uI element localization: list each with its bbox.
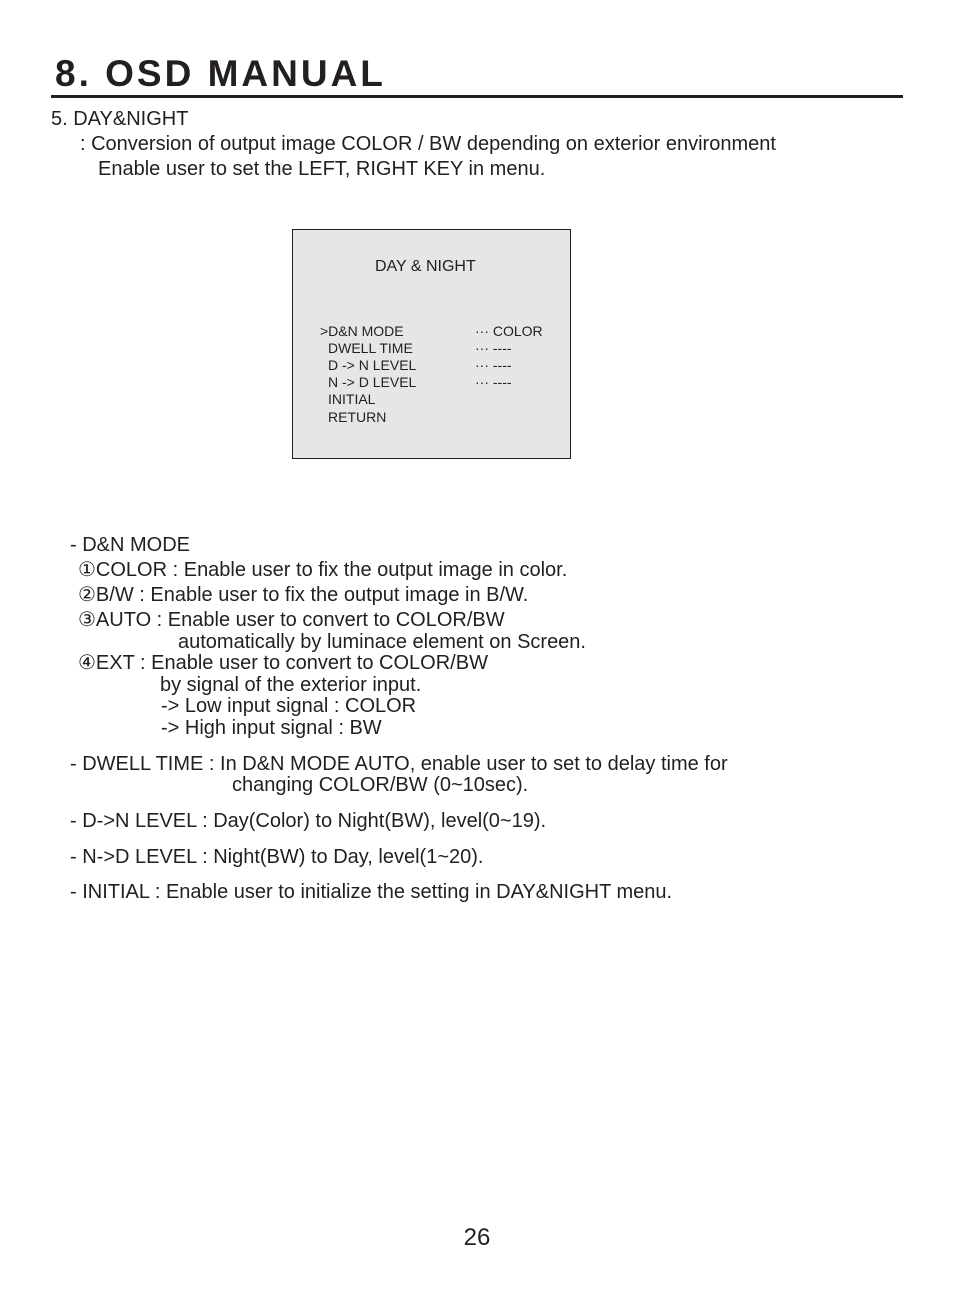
osd-item-d-n-level-value: ··· ---- — [475, 357, 512, 373]
osd-item-n-d-level-label: N -> D LEVEL — [328, 374, 417, 390]
osd-item-return-label: RETURN — [328, 409, 387, 425]
osd-item-n-d-level-value: ··· ---- — [475, 374, 512, 390]
dn-mode-auto-line-2: automatically by luminace element on Screen. — [178, 631, 586, 653]
dwell-time-line-1: - DWELL TIME : In D&N MODE AUTO, enable user to set to delay time for — [70, 753, 728, 775]
dn-mode-heading: - D&N MODE — [70, 534, 190, 556]
osd-item-dwell-time-label: DWELL TIME — [328, 340, 413, 356]
osd-item-dwell-time-value: ··· ---- — [475, 340, 512, 356]
osd-menu-title: DAY & NIGHT — [375, 258, 476, 275]
dn-mode-ext-high-signal: -> High input signal : BW — [161, 717, 382, 739]
dn-mode-auto-line-1: ③AUTO : Enable user to convert to COLOR/BW — [78, 609, 505, 631]
osd-menu-screen — [292, 229, 571, 459]
title-divider — [51, 95, 903, 98]
osd-item-d-n-level-label: D -> N LEVEL — [328, 357, 417, 373]
dn-mode-ext-low-signal: -> Low input signal : COLOR — [161, 695, 417, 717]
dn-mode-ext-line-2: by signal of the exterior input. — [160, 674, 422, 696]
osd-item-initial-label: INITIAL — [328, 391, 376, 407]
dn-mode-bw: ②B/W : Enable user to fix the output image in B/W. — [78, 584, 529, 606]
d-n-level-description: - D->N LEVEL : Day(Color) to Night(BW), level(0~19). — [70, 810, 547, 832]
dn-mode-ext-line-1: ④EXT : Enable user to convert to COLOR/BW — [78, 652, 488, 674]
initial-description: - INITIAL : Enable user to initialize the setting in DAY&NIGHT menu. — [70, 881, 673, 903]
dwell-time-line-2: changing COLOR/BW (0~10sec). — [232, 774, 529, 796]
osd-item-dn-mode-value: ··· COLOR — [475, 323, 543, 339]
page-number: 26 — [463, 1224, 491, 1251]
n-d-level-description: - N->D LEVEL : Night(BW) to Day, level(1~20). — [70, 846, 484, 868]
osd-item-dn-mode-label: >D&N MODE — [320, 323, 404, 339]
dn-mode-color: ①COLOR : Enable user to fix the output image in color. — [78, 559, 568, 581]
section-description-line-2: Enable user to set the LEFT, RIGHT KEY in menu. — [98, 158, 546, 180]
section-heading: 5. DAY&NIGHT — [51, 108, 189, 130]
page-title: 8. OSD MANUAL — [55, 53, 386, 94]
section-description-line-1: : Conversion of output image COLOR / BW depending on exterior environment — [80, 133, 776, 155]
